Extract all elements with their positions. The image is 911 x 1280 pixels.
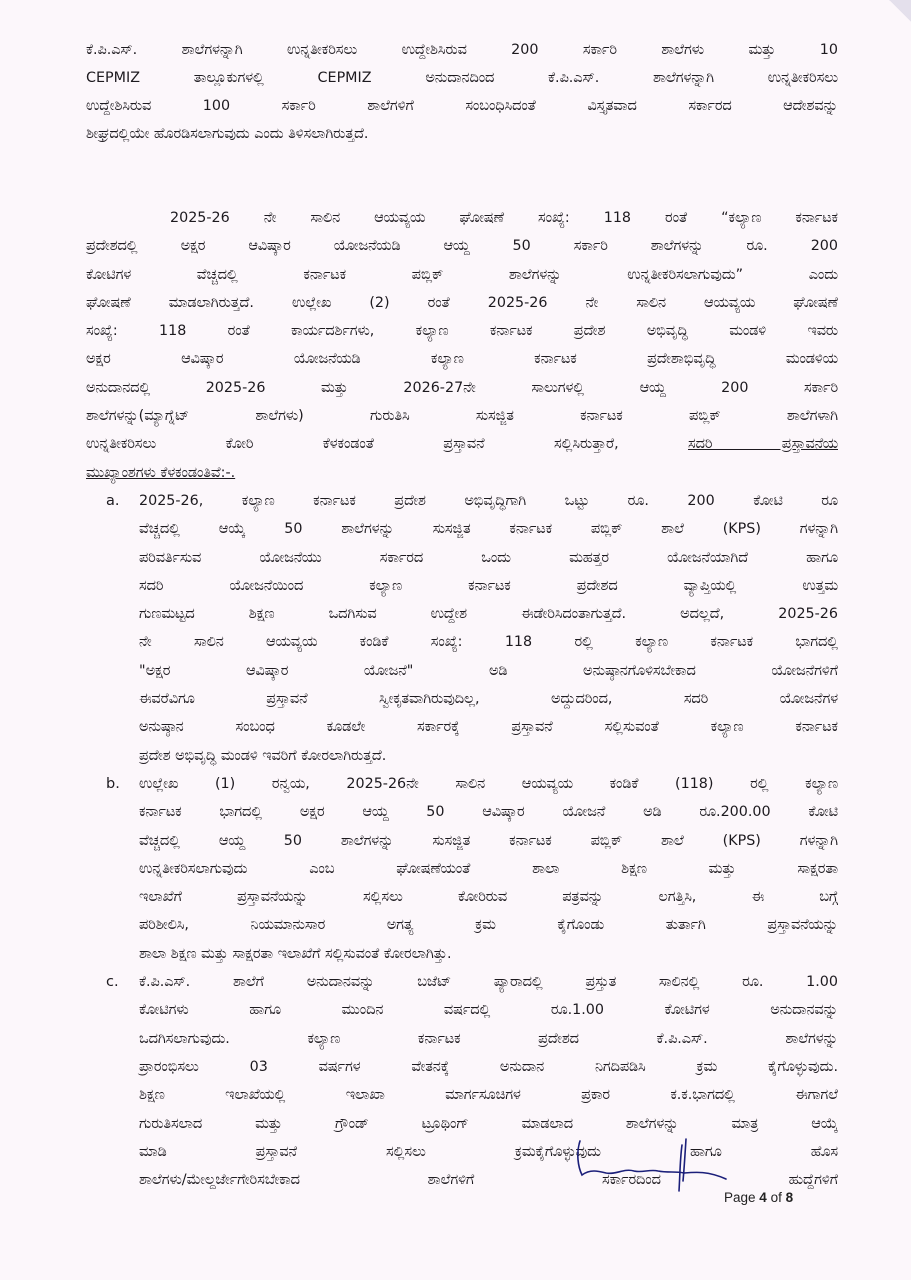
list-item-line: ನೇ ಸಾಲಿನ ಆಯವ್ಯಯ ಕಂಡಿಕೆ ಸಂಖ್ಯೆ: 118 ರಲ್ಲಿ ಕಲ್ಯಾಣ ಕರ್ನಾಟಕ ಭಾಗದಲ್ಲಿ [139, 634, 838, 651]
budget-line: 2025-26 ನೇ ಸಾಲಿನ ಆಯವ್ಯಯ ಘೋಷಣೆ ಸಂಖ್ಯೆ: 118 ರಂತೆ “ಕಲ್ಯಾಣ ಕರ್ನಾಟಕ [170, 210, 838, 226]
list-item-line: ಶಾಲಾ ಶಿಕ್ಷಣ ಮತ್ತು ಸಾಕ್ಷರತಾ ಇಲಾಖೆಗೆ ಸಲ್ಲಿಸುವಂತೆ ಕೋರಲಾಗಿತ್ತು. [139, 945, 452, 962]
list-item-a [106, 487, 838, 770]
intro-line: CEPMIZ ತಾಲ್ಲೂಕುಗಳಲ್ಲಿ CEPMIZ ಅನುದಾನದಿಂದ ಕೆ.ಪಿ.ಎಸ್. ಶಾಲೆಗಳನ್ನಾಗಿ ಉನ್ನತೀಕರಿಸಲು [86, 70, 838, 86]
intro-line: ಶೀಘ್ರದಲ್ಲಿಯೇ ಹೊರಡಿಸಲಾಗುವುದು ಎಂದು ತಿಳಿಸಲಾಗಿರುತ್ತದೆ. [86, 126, 369, 142]
list-item-line: ಕರ್ನಾಟಕ ಭಾಗದಲ್ಲಿ ಅಕ್ಷರ ಆಯ್ದ 50 ಆವಿಷ್ಕಾರ ಯೋಜನೆ ಅಡಿ ರೂ.200.00 ಕೋಟಿ [139, 804, 838, 821]
list-marker: a. [106, 493, 120, 509]
page-of: of [770, 1190, 782, 1205]
page-prefix: Page [724, 1190, 756, 1205]
budget-line: ಪ್ರದೇಶದಲ್ಲಿ ಅಕ್ಷರ ಆವಿಷ್ಕಾರ ಯೋಜನೆಯಡಿ ಆಯ್ದ 50 ಸರ್ಕಾರಿ ಶಾಲೆಗಳನ್ನು ರೂ. 200 [86, 238, 838, 255]
page-total: 8 [785, 1190, 794, 1205]
budget-paragraph [86, 204, 838, 487]
list-item-line: ಕೋಟಿಗಳು ಹಾಗೂ ಮುಂದಿನ ವರ್ಷದಲ್ಲಿ ರೂ.1.00 ಕೋಟಿಗಳ ಅನುದಾನವನ್ನು [139, 1002, 838, 1019]
highlights-heading-part2: ಮುಖ್ಯಾಂಶಗಳು ಕೆಳಕಂಡಂತಿವೆ:-. [86, 464, 236, 481]
list-marker: b. [106, 775, 120, 792]
list-item-line: ಪ್ರದೇಶ ಅಭಿವೃದ್ಧಿ ಮಂಡಳಿ ಇವರಿಗೆ ಕೋರಲಾಗಿರುತ್ತದೆ. [139, 747, 387, 764]
page-corner-fold [889, 0, 911, 22]
budget-line: ಅಕ್ಷರ ಆವಿಷ್ಕಾರ ಯೋಜನೆಯಡಿ ಕಲ್ಯಾಣ ಕರ್ನಾಟಕ ಪ್ರದೇಶಾಭಿವೃದ್ಧಿ ಮಂಡಳಿಯ [86, 351, 838, 368]
budget-line [86, 430, 838, 458]
list-item-line: 2025-26, ಕಲ್ಯಾಣ ಕರ್ನಾಟಕ ಪ್ರದೇಶ ಅಭಿವೃದ್ಧಿಗಾಗಿ ಒಟ್ಟು ರೂ. 200 ಕೋಟಿ ರೂ [139, 493, 838, 509]
list-marker: c. [106, 974, 119, 991]
list-item-line: ಪರಿವರ್ತಿಸುವ ಯೋಜನೆಯು ಸರ್ಕಾರದ ಒಂದು ಮಹತ್ತರ ಯೋಜನೆಯಾಗಿದೆ ಹಾಗೂ [139, 549, 838, 566]
list-item-line: ಉಲ್ಲೇಖ (1) ರನ್ವಯ, 2025-26ನೇ ಸಾಲಿನ ಆಯವ್ಯಯ ಕಂಡಿಕೆ (118) ರಲ್ಲಿ ಕಲ್ಯಾಣ [139, 775, 838, 792]
list-item-line: ವೆಚ್ಚದಲ್ಲಿ ಆಯ್ದ 50 ಶಾಲೆಗಳನ್ನು ಸುಸಜ್ಜಿತ ಕರ್ನಾಟಕ ಪಬ್ಲಿಕ್ ಶಾಲೆ (KPS) ಗಳನ್ನಾಗಿ [139, 832, 838, 849]
list-item-line: ವೆಚ್ಚದಲ್ಲಿ ಆಯ್ಕೆ 50 ಶಾಲೆಗಳನ್ನು ಸುಸಜ್ಜಿತ ಕರ್ನಾಟಕ ಪಬ್ಲಿಕ್ ಶಾಲೆ (KPS) ಗಳನ್ನಾಗಿ [139, 521, 838, 538]
list-item-line: ಗುಣಮಟ್ಟದ ಶಿಕ್ಷಣ ಒದಗಿಸುವ ಉದ್ದೇಶ ಈಡೇರಿಸಿದಂತಾಗುತ್ತದೆ. ಅದಲ್ಲದೆ, 2025-26 [139, 606, 838, 623]
budget-line: ಶಾಲೆಗಳನ್ನು(ಮ್ಯಾಗ್ನೆಟ್ ಶಾಲೆಗಳು) ಗುರುತಿಸಿ ಸುಸಜ್ಜಿತ ಕರ್ನಾಟಕ ಪಬ್ಲಿಕ್ ಶಾಲೆಗಳಾಗಿ [86, 408, 838, 425]
list-item-line: ಇಲಾಖೆಗೆ ಪ್ರಸ್ತಾವನೆಯನ್ನು ಸಲ್ಲಿಸಲು ಕೋರಿರುವ ಪತ್ರವನ್ನು ಲಗತ್ತಿಸಿ, ಈ ಬಗ್ಗೆ [139, 889, 838, 906]
budget-line: ಸಂಖ್ಯೆ: 118 ರಂತೆ ಕಾರ್ಯದರ್ಶಿಗಳು, ಕಲ್ಯಾಣ ಕರ್ನಾಟಕ ಪ್ರದೇಶ ಅಭಿವೃದ್ಧಿ ಮಂಡಳಿ ಇವರು [86, 323, 838, 340]
highlights-heading-part1: ಸದರಿ ಪ್ರಸ್ತಾವನೆಯ [688, 436, 838, 453]
list-item-b [106, 770, 838, 968]
list-item-line: ಮಾಡಿ ಪ್ರಸ್ತಾವನೆ ಸಲ್ಲಿಸಲು ಕ್ರಮಕೈಗೊಳ್ಳುವುದು ಹಾಗೂ ಹೊಸ [139, 1143, 838, 1160]
list-item-line: ಶಿಕ್ಷಣ ಇಲಾಖೆಯಲ್ಲಿ ಇಲಾಖಾ ಮಾರ್ಗಸೂಚಿಗಳ ಪ್ರಕಾರ ಕ.ಕ.ಭಾಗದಲ್ಲಿ ಈಗಾಗಲೆ [139, 1087, 838, 1104]
list-item-line: ಗುರುತಿಸಲಾದ ಮತ್ತು ಗ್ರೌಂಡ್ ಟ್ರೂಥಿಂಗ್ ಮಾಡಲಾದ ಶಾಲೆಗಳನ್ನು ಮಾತ್ರ ಆಯ್ಕೆ [139, 1115, 838, 1132]
budget-line: ಅನುದಾನದಲ್ಲಿ 2025-26 ಮತ್ತು 2026-27ನೇ ಸಾಲುಗಳಲ್ಲಿ ಆಯ್ದ 200 ಸರ್ಕಾರಿ [86, 379, 838, 396]
budget-line-plain: ಉನ್ನತೀಕರಿಸಲು ಕೋರಿ ಕೆಳಕಂಡಂತೆ ಪ್ರಸ್ತಾವನೆ ಸಲ್ಲಿಸಿರುತ್ತಾರೆ, [86, 436, 619, 453]
list-item-line: "ಅಕ್ಷರ ಆವಿಷ್ಕಾರ ಯೋಜನೆ" ಅಡಿ ಅನುಷ್ಠಾನಗೊಳಿಸಬೇಕಾದ ಯೋಜನೆಗಳಿಗೆ [139, 662, 838, 679]
list-item-line: ಕೆ.ಪಿ.ಎಸ್. ಶಾಲೆಗೆ ಅನುದಾನವನ್ನು ಬಜೆಟ್ ಪ್ಯಾರಾದಲ್ಲಿ ಪ್ರಸ್ತುತ ಸಾಲಿನಲ್ಲಿ ರೂ. 1.00 [139, 974, 838, 991]
list-item-line: ಪರಿಶೀಲಿಸಿ, ನಿಯಮಾನುಸಾರ ಅಗತ್ಯ ಕ್ರಮ ಕೈಗೊಂಡು ತುರ್ತಾಗಿ ಪ್ರಸ್ತಾವನೆಯನ್ನು [139, 917, 838, 934]
intro-line: ಕೆ.ಪಿ.ಎಸ್. ಶಾಲೆಗಳನ್ನಾಗಿ ಉನ್ನತೀಕರಿಸಲು ಉದ್ದೇಶಿಸಿರುವ 200 ಸರ್ಕಾರಿ ಶಾಲೆಗಳು ಮತ್ತು 10 [86, 42, 838, 58]
page-number [724, 1190, 793, 1205]
budget-line: ಘೋಷಣೆ ಮಾಡಲಾಗಿರುತ್ತದೆ. ಉಲ್ಲೇಖ (2) ರಂತೆ 2025-26 ನೇ ಸಾಲಿನ ಆಯವ್ಯಯ ಘೋಷಣೆ [86, 294, 838, 311]
page-current: 4 [759, 1190, 767, 1205]
list-item-line: ಉನ್ನತೀಕರಿಸಲಾಗುವುದು ಎಂಬ ಘೋಷಣೆಯಂತೆ ಶಾಲಾ ಶಿಕ್ಷಣ ಮತ್ತು ಸಾಕ್ಷರತಾ [139, 860, 838, 877]
highlights-list [106, 487, 838, 1194]
list-item-line: ಶಾಲೆಗಳು/ಮೇಲ್ದರ್ಜೇಗೇರಿಸಬೇಕಾದ ಶಾಲೆಗಳಿಗೆ ಸರ್ಕಾರದಿಂದ ಹುದ್ದೆಗಳಿಗೆ [139, 1172, 838, 1189]
budget-line: ಕೋಟಿಗಳ ವೆಚ್ಚದಲ್ಲಿ ಕರ್ನಾಟಕ ಪಬ್ಲಿಕ್ ಶಾಲೆಗಳನ್ನು ಉನ್ನತೀಕರಿಸಲಾಗುವುದು” ಎಂದು [86, 266, 838, 283]
list-item-line: ಅನುಷ್ಠಾನ ಸಂಬಂಧ ಕೂಡಲೇ ಸರ್ಕಾರಕ್ಕೆ ಪ್ರಸ್ತಾವನೆ ಸಲ್ಲಿಸುವಂತೆ ಕಲ್ಯಾಣ ಕರ್ನಾಟಕ [139, 719, 838, 736]
list-item-line: ಪ್ರಾರಂಭಿಸಲು 03 ವರ್ಷಗಳ ವೇತನಕ್ಕೆ ಅನುದಾನ ನಿಗದಿಪಡಿಸಿ ಕ್ರಮ ಕೈಗೊಳ್ಳುವುದು. [139, 1058, 838, 1075]
intro-paragraph [86, 36, 838, 148]
list-item-line: ಸದರಿ ಯೋಜನೆಯಿಂದ ಕಲ್ಯಾಣ ಕರ್ನಾಟಕ ಪ್ರದೇಶದ ವ್ಯಾಪ್ತಿಯಲ್ಲಿ ಉತ್ತಮ [139, 577, 838, 594]
intro-line: ಉದ್ದೇಶಿಸಿರುವ 100 ಸರ್ಕಾರಿ ಶಾಲೆಗಳಿಗೆ ಸಂಬಂಧಿಸಿದಂತೆ ವಿಸ್ತೃತವಾದ ಸರ್ಕಾರದ ಆದೇಶವನ್ನು [86, 98, 838, 114]
budget-line [86, 459, 838, 487]
list-item-line: ಒದಗಿಸಲಾಗುವುದು. ಕಲ್ಯಾಣ ಕರ್ನಾಟಕ ಪ್ರದೇಶದ ಕೆ.ಪಿ.ಎಸ್. ಶಾಲೆಗಳನ್ನು [139, 1030, 838, 1047]
handwritten-signature [576, 1135, 736, 1195]
list-item-line: ಈವರೆವಿಗೂ ಪ್ರಸ್ತಾವನೆ ಸ್ವೀಕೃತವಾಗಿರುವುದಿಲ್ಲ, ಅದ್ದುದರಿಂದ, ಸದರಿ ಯೋಜನೆಗಳ [139, 691, 838, 708]
